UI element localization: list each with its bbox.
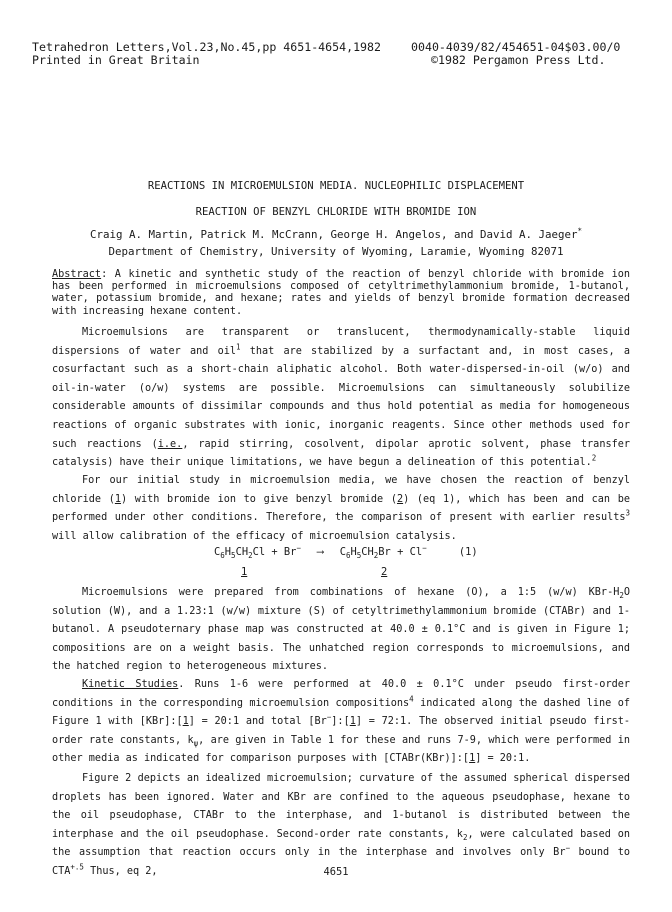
charge-sign: + — [70, 862, 75, 872]
author-affiliation: Department of Chemistry, University of Wyoming, Laramie, Wyoming 82071 — [108, 245, 564, 258]
italic-ie: i.e. — [157, 438, 183, 450]
text-run: , are given in Table 1 for these and runs 7-9, which were performed in other media as indicated for comparison purposes with [CTABr(KBr)]:[ — [52, 734, 630, 765]
compound-ref: 1 — [114, 493, 122, 505]
abstract-text: : A kinetic and synthetic study of the reaction of benzyl chloride with bromide ion has been performed in microemulsions composed of cetyltrimethylammonium bromide, 1-butanol, water, potassium bromide, and hexane; rates and yields of benzyl bromide formation decreased with increasing hexane content. — [52, 269, 630, 317]
subscript-psi: ψ — [193, 738, 199, 748]
compound-label-1: 1 — [241, 566, 248, 578]
eq-text: H — [224, 546, 232, 558]
text-run: Thus, eq 2, — [83, 865, 158, 877]
text-run: O solution (W), and a 1.23:1 (w/w) mixture (S) of cetyltrimethylammonium bromide (CTABr) and 1-butanol. A pseudoternary phase map was constructed at 40.0 ± 0.1°C and is given in Figure 1; compositions are on a weight basis. The unhatched region corresponds to microemulsions, and the hatched region to heterogeneous mixtures. — [52, 587, 630, 673]
journal-citation: Tetrahedron Letters,Vol.23,No.45,pp 4651-4654,1982 — [32, 40, 382, 54]
text-run: bound to CTA — [52, 847, 630, 877]
equation-1 — [214, 543, 478, 561]
compound-ref: 2 — [396, 493, 404, 505]
compound-ref: 1 — [469, 753, 476, 765]
author-names: Craig A. Martin, Patrick M. McCrann, George H. Angelos, and David A. Jaeger — [89, 228, 578, 241]
issn-code: 0040-4039/82/454651-04$03.00/0 — [411, 40, 621, 54]
paragraph-reaction-choice — [52, 472, 630, 546]
eq-text: Cl + Br — [252, 546, 297, 558]
eq-subscript: 5 — [231, 551, 236, 561]
reaction-arrow: ⟶ — [317, 546, 324, 558]
text-run: ) (eq 1), which has been and can be performed under other conditions. Therefore, the comparison of present with earlier results — [52, 493, 630, 524]
text-run: Figure 2 depicts an idealized microemulsion; curvature of the assumed spherical dispersed droplets has been ignored. Water and KBr are confined to the aqueous pseudophase, hexane to the oil pseudophase, CTABr to the interphase, and 1-butanol is distributed between the interphase and the oil pseudophase. Second-order rate constants, k — [52, 773, 630, 840]
eq-text: C — [214, 546, 221, 558]
eq-subscript: 2 — [248, 551, 253, 561]
reference-mark: .5 — [74, 862, 84, 872]
compound-ref: 1 — [182, 716, 189, 728]
paper-title-line-2: REACTION OF BENZYL CHLORIDE WITH BROMIDE ION — [195, 206, 477, 218]
eq-text: H — [350, 546, 357, 558]
page-number: 4651 — [323, 866, 349, 878]
text-run: . Runs 1-6 were performed at 40.0 ± 0.1°C under pseudo first-order conditions in the corresponding microemulsion compositions — [52, 679, 630, 709]
text-run: ] = 20:1. — [475, 753, 531, 765]
section-heading: Kinetic Studies — [82, 679, 179, 690]
printed-in: Printed in Great Britain — [32, 53, 200, 67]
subscript: 2 — [619, 591, 624, 601]
eq-charge: − — [422, 543, 427, 553]
text-run: , rapid stirring, cosolvent, dipolar aprotic solvent, phase transfer catalysis) have their unique limitations, we have begun a delineation of this potential. — [52, 438, 630, 469]
eq-text: C — [339, 546, 346, 558]
compound-ref: 1 — [349, 716, 356, 728]
text-run: will allow calibration of the efficacy of microemulsion catalysis. — [52, 530, 457, 542]
eq-subscript: 5 — [356, 551, 362, 561]
copyright-line: ©1982 Pergamon Press Ltd. — [431, 53, 606, 67]
charge: − — [565, 843, 570, 853]
text-run: ]:[ — [331, 716, 350, 728]
paragraph-figure-2 — [52, 770, 630, 882]
eq-text: CH — [235, 546, 249, 558]
eq-subscript: 6 — [220, 551, 225, 561]
author-list — [0, 228, 672, 241]
compound-label-2: 2 — [381, 566, 388, 578]
reference-mark: 1 — [236, 342, 241, 352]
text-run: Microemulsions were prepared from combinations of hexane (O), a 1:5 (w/w) KBr-H — [82, 587, 620, 598]
text-run: indicated along the dashed line of Figure 1 with [KBr]:[ — [52, 697, 630, 728]
equation-number: (1) — [458, 546, 478, 558]
eq-subscript: 2 — [373, 551, 379, 561]
paragraph-kinetic-studies — [52, 676, 630, 769]
abstract-label: Abstract — [52, 269, 102, 280]
text-run: Microemulsions are transparent or translucent, thermodynamically-stable liquid dispersions of water and oil — [52, 327, 630, 357]
text-run: For our initial study in microemulsion media, we have chosen the reaction of benzyl chloride ( — [52, 475, 630, 505]
paragraph-intro — [52, 324, 630, 473]
eq-subscript: 6 — [345, 551, 351, 561]
corresponding-author-mark: * — [577, 226, 583, 236]
text-run: ] = 72:1. The observed initial pseudo first-order rate constants, k — [52, 716, 630, 746]
eq-charge: − — [296, 543, 301, 553]
subscript: 2 — [462, 832, 468, 842]
reference-mark: 2 — [591, 453, 597, 463]
text-run: ) with bromide ion to give benzyl bromide ( — [121, 493, 397, 505]
abstract — [52, 269, 630, 318]
text-run: ] = 20:1 and total [Br — [188, 716, 327, 728]
reference-mark: 3 — [625, 508, 630, 518]
eq-text: Br + Cl — [378, 546, 423, 558]
paragraph-microemulsion-prep — [52, 584, 630, 677]
text-run: , were calculated based on the assumption that reaction occurs only in the interphase and involves only Br — [52, 828, 631, 859]
text-run: that are stabilized by a surfactant and, in most cases, a cosurfactant such as a short-chain aliphatic alcohol. Both water-dispersed-in-oil (w/o) and oil-in-water (o/w) systems are possible. Microemulsions can simultaneously solubilize considerable amounts of dissimilar compounds and thus hold potential as media for homogeneous reactions of organic substrates with ionic, inorganic reagents. Since other methods used for such reactions ( — [52, 345, 630, 450]
eq-text: CH — [361, 546, 374, 558]
reference-mark: 4 — [409, 694, 414, 704]
paper-title-line-1: REACTIONS IN MICROEMULSION MEDIA. NUCLEOPHILIC DISPLACEMENT — [147, 180, 525, 192]
charge: − — [326, 712, 332, 722]
